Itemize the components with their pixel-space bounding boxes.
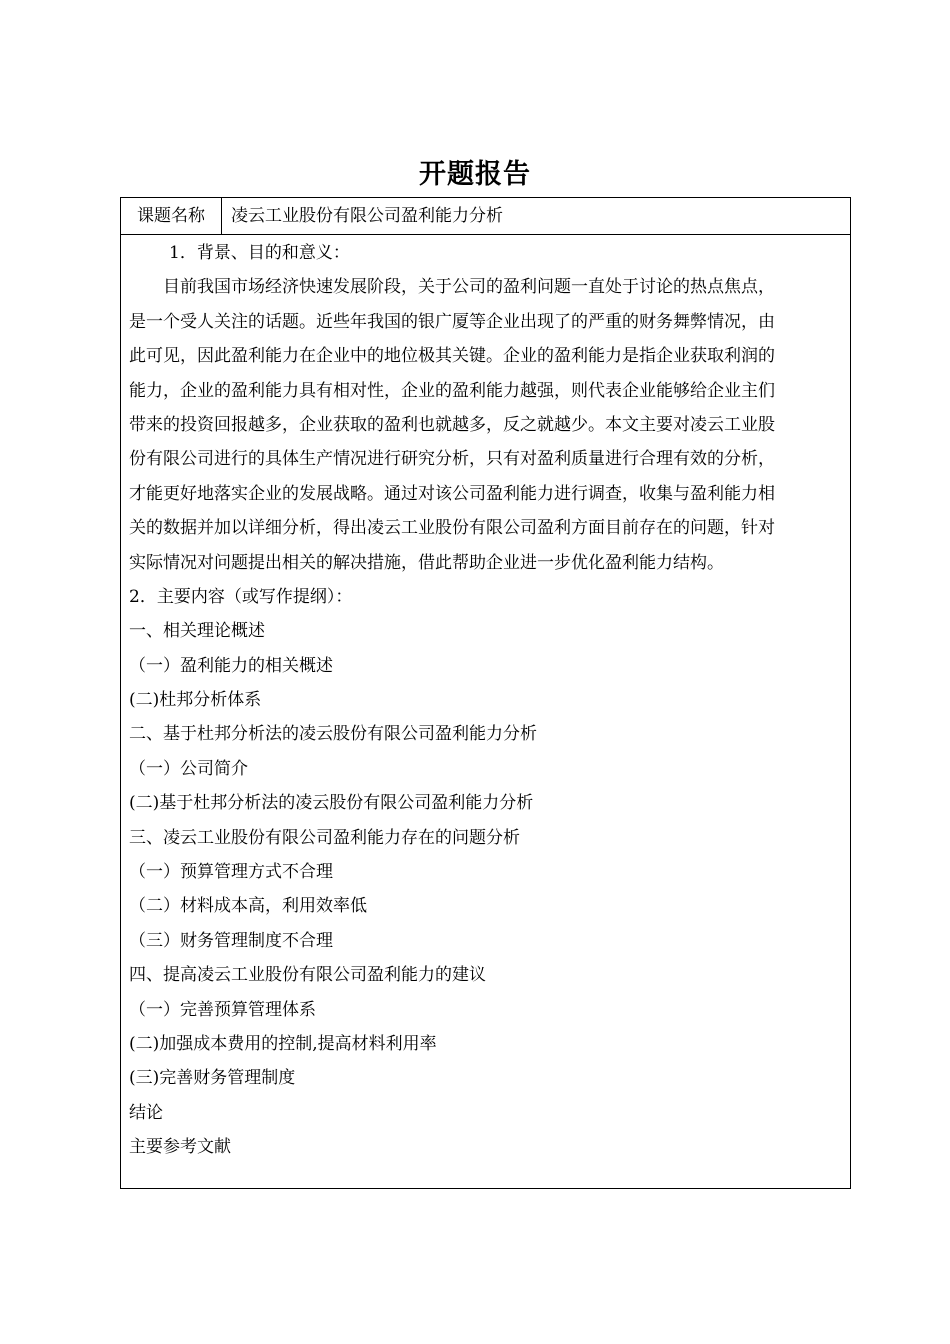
outline-item: 四、提高凌云工业股份有限公司盈利能力的建议	[129, 965, 486, 986]
paragraph-line: 关的数据并加以详细分析，得出凌云工业股份有限公司盈利方面目前存在的问题，针对	[129, 518, 775, 539]
outline-item: (二)基于杜邦分析法的凌云股份有限公司盈利能力分析	[129, 793, 534, 814]
outline-list	[129, 614, 845, 1164]
topic-row	[121, 198, 850, 235]
paragraph-line: 带来的投资回报越多，企业获取的盈利也就越多，反之就越少。本文主要对凌云工业股	[129, 414, 775, 435]
report-table	[120, 197, 851, 1189]
outline-item: 一、相关理论概述	[129, 621, 265, 642]
outline-item: (三)完善财务管理制度	[129, 1068, 296, 1089]
outline-item: （一）公司简介	[129, 758, 248, 779]
paragraph-line: 份有限公司进行的具体生产情况进行研究分析，只有对盈利质量进行合理有效的分析，	[129, 449, 775, 470]
paragraph-line: 能力，企业的盈利能力具有相对性，企业的盈利能力越强，则代表企业能够给企业主们	[129, 380, 775, 401]
outline-item: （二）材料成本高，利用效率低	[129, 896, 367, 917]
paragraph-line: 是一个受人关注的话题。近些年我国的银广厦等企业出现了的严重的财务舞弊情况，由	[129, 311, 775, 332]
page-title: 开题报告	[419, 159, 531, 190]
background-paragraph	[129, 270, 845, 580]
outline-item: （一）预算管理方式不合理	[129, 862, 333, 883]
outline-item: (二)杜邦分析体系	[129, 690, 262, 711]
section1-heading: 1．背景、目的和意义：	[169, 243, 350, 263]
report-body	[129, 236, 845, 1165]
section2-heading: 2．主要内容（或写作提纲）：	[129, 586, 353, 607]
outline-item: 主要参考文献	[129, 1137, 231, 1158]
outline-item: （一）盈利能力的相关概述	[129, 655, 333, 676]
outline-item: 三、凌云工业股份有限公司盈利能力存在的问题分析	[129, 827, 520, 848]
paragraph-line: 才能更好地落实企业的发展战略。通过对该公司盈利能力进行调查，收集与盈利能力相	[129, 483, 775, 504]
paragraph-line: 目前我国市场经济快速发展阶段，关于公司的盈利问题一直处于讨论的热点焦点，	[163, 277, 775, 298]
outline-item: 二、基于杜邦分析法的凌云股份有限公司盈利能力分析	[129, 724, 537, 745]
topic-label: 课题名称	[121, 198, 222, 234]
outline-item: （一）完善预算管理体系	[129, 999, 316, 1020]
paragraph-line: 此可见，因此盈利能力在企业中的地位极其关键。企业的盈利能力是指企业获取利润的	[129, 346, 775, 367]
paragraph-line: 实际情况对问题提出相关的解决措施，借此帮助企业进一步优化盈利能力结构。	[129, 552, 724, 573]
outline-item: (二)加强成本费用的控制,提高材料利用率	[129, 1033, 437, 1054]
outline-item: 结论	[129, 1102, 163, 1123]
outline-item: （三）财务管理制度不合理	[129, 930, 333, 951]
topic-value: 凌云工业股份有限公司盈利能力分析	[231, 206, 503, 226]
